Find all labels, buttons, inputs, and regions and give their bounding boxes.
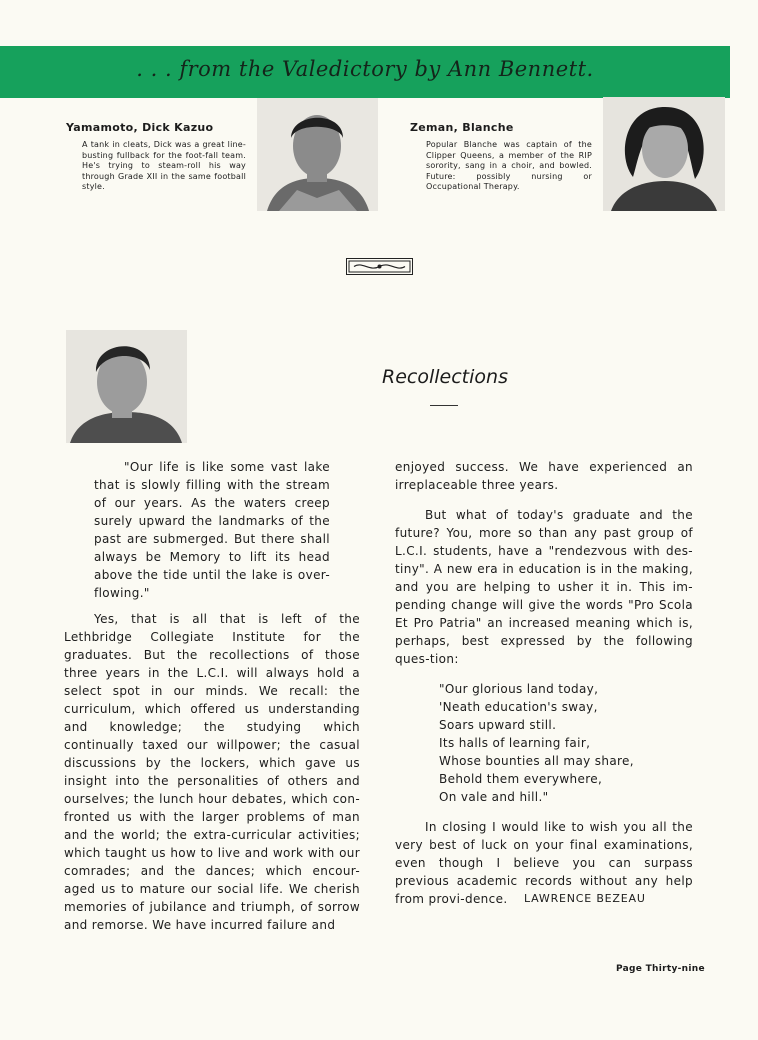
left-column [64,610,360,946]
profile-photo-zeman [603,97,725,211]
profile-bio-zeman: Popular Blanche was captain of the Clipper Queens, a member of the RIP sorority, sang in a choir, and bowled. Future: possibly nursing or Occupational Therapy. [426,140,592,192]
opening-quote-block [94,458,330,614]
right-column [395,458,693,920]
article-title: Recollections [382,366,508,388]
divider-ornament-icon [346,258,413,275]
header-banner [0,46,730,98]
author-signature: LAWRENCE BEZEAU [524,892,646,905]
page-number: Page Thirty-nine [616,964,705,974]
banner-title: . . . from the Valedictory by Ann Bennett. [136,57,594,81]
poem-line: 'Neath education's sway, [439,700,598,714]
poem [439,680,693,806]
paragraph-1: Yes, that is all that is left of the Lethbridge Collegiate Institute for the graduates. But the recollections of those three years in the L.C.I. will always hold a select spot in our minds. We recall: the curriculum, which offered us understanding and knowledge; the studying which continually taxed our willpower; the casual discussions by the lockers, which gave us insight into the personalities of others and ourselves; the lunch hour debates, which con-fronted us with the larger problems of man and the world; the extra-curricular activities; which taught us how to live and work with our comrades; and the dances; which encour-aged us to mature our social life. We cherish memories of jubilance and triumph, of sorrow and remorse. We have incurred failure and [64,612,360,932]
author-photo [66,330,187,443]
paragraph-3: In closing I would like to wish you all the very best of luck on your final examinations, even though I believe you can surpass previous academic records without any help from provi-dence. [395,820,693,906]
opening-quote: "Our life is like some vast lake that is slowly filling with the stream of our years. As the waters creep surely upward the landmarks of the past are submerged. But there shall always be Memory to lift its head above the tide until the lake is over-flowing." [94,460,330,600]
profile-bio-yamamoto: A tank in cleats, Dick was a great line-busting fullback for the foot-fall team. He's trying to steam-roll his way through Grade XII in the same football style. [82,140,246,192]
poem-line: Its halls of learning fair, [439,736,591,750]
poem-line: Whose bounties all may share, [439,754,634,768]
title-rule [430,405,458,406]
profile-name-yamamoto: Yamamoto, Dick Kazuo [66,121,214,134]
poem-line: On vale and hill." [439,790,549,804]
poem-line: Behold them everywhere, [439,772,603,786]
poem-line: "Our glorious land today, [439,682,599,696]
paragraph-1-continued: enjoyed success. We have experienced an irreplaceable three years. [395,460,693,492]
profile-name-zeman: Zeman, Blanche [410,121,514,134]
profile-photo-yamamoto [257,98,378,211]
poem-line: Soars upward still. [439,718,557,732]
paragraph-2: But what of today's graduate and the future? You, more so than any past group of L.C.I. students, have a "rendezvous with des-tiny". A new era in education is in the making, and you are helping to usher it in. This im-pending change will give the words "Pro Scola Et Pro Patria" an increased meaning which is, perhaps, best expressed by the following ques-tion: [395,508,693,666]
